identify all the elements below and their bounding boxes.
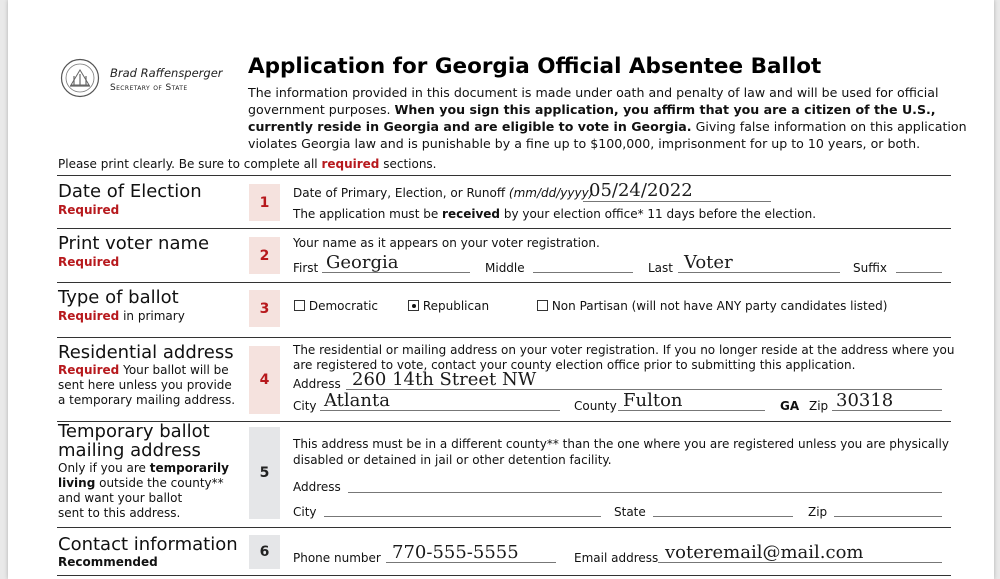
election-date-field[interactable]: 05/24/2022 <box>589 180 693 201</box>
section-divider <box>57 337 951 338</box>
section-number: 5 <box>249 427 280 519</box>
middle-name-label: Middle <box>485 261 525 275</box>
email-label: Email address <box>574 551 659 565</box>
official-title: Secretary of State <box>110 83 188 93</box>
required-in-primary-label: Required in primary <box>58 309 185 323</box>
email-address-field[interactable]: voteremail@mail.com <box>665 542 864 563</box>
temp-city-label: City <box>293 505 317 519</box>
section-number: 3 <box>249 290 280 327</box>
zip-field[interactable]: 30318 <box>836 390 894 411</box>
required-label: Required <box>58 255 120 269</box>
recommended-label: Recommended <box>58 555 158 569</box>
section-divider <box>57 282 951 283</box>
suffix-label: Suffix <box>853 261 887 275</box>
section-number: 2 <box>249 237 280 274</box>
temp-zip-underline <box>834 516 942 517</box>
middle-name-underline <box>533 272 633 273</box>
last-name-label: Last <box>648 261 673 275</box>
republican-option[interactable]: Republican <box>408 299 489 313</box>
section-divider <box>57 228 951 229</box>
republican-checkbox[interactable] <box>408 300 419 311</box>
temp-address-underline <box>348 492 942 493</box>
received-note: The application must be received by your election office* 11 days before the election. <box>293 207 817 221</box>
voter-name-prompt: Your name as it appears on your voter registration. <box>293 236 600 250</box>
temp-state-underline <box>653 516 793 517</box>
intro-text: The information provided in this document is made under oath and penalty of law and will be used for official government purposes. When you sign this application, you affirm that you are a citizen of the U.S., currently reside in Georgia and are eligible to vote in Georgia. Giving false information on this application violates Georgia law and is punishable by a fine up to $100,000, imprisonment for up to 10 years, or both. <box>248 85 967 151</box>
state-value: GA <box>780 399 800 413</box>
temporary-address-prompt: This address must be in a different county** than the one where you are registered unless you are physically disabled or detained in jail or other detention facility. <box>293 437 949 467</box>
temporary-address-description: Only if you are temporarily living outside the county** and want your ballot sent to this address. <box>58 461 229 520</box>
section-title: Print voter name <box>58 233 210 254</box>
temp-zip-label: Zip <box>808 505 828 519</box>
temp-state-label: State <box>614 505 646 519</box>
section-number: 1 <box>249 184 280 221</box>
temp-address-label: Address <box>293 480 341 494</box>
section-title: Contact information <box>58 534 238 555</box>
last-name-field[interactable]: Voter <box>684 252 733 273</box>
residential-address-prompt: The residential or mailing address on your voter registration. If you no longer reside at the address where you are registered to vote, contact your county election office prior to submitting this application. <box>293 343 955 372</box>
form-title: Application for Georgia Official Absentee Ballot <box>248 54 822 79</box>
election-date-prompt: Date of Primary, Election, or Runoff (mm/dd/yyyy) <box>293 186 594 200</box>
non-partisan-option[interactable]: Non Partisan (will not have ANY party candidates listed) <box>537 299 887 313</box>
suffix-underline <box>896 272 942 273</box>
election-date-underline <box>583 201 771 202</box>
section-divider <box>57 575 951 576</box>
section-title: Date of Election <box>58 181 202 202</box>
section-divider <box>57 527 951 528</box>
georgia-state-seal-icon <box>60 58 100 98</box>
non-partisan-checkbox[interactable] <box>537 300 548 311</box>
section-number: 4 <box>249 346 280 414</box>
temp-city-underline <box>324 516 601 517</box>
phone-number-field[interactable]: 770-555-5555 <box>392 542 519 563</box>
address-label: Address <box>293 377 341 391</box>
first-name-label: First <box>293 261 319 275</box>
required-label: Required <box>58 203 120 217</box>
section-title: Temporary ballot mailing address <box>58 421 210 461</box>
section-number: 6 <box>249 535 280 569</box>
absentee-ballot-application-page <box>8 0 994 579</box>
section-title: Residential address <box>58 342 234 363</box>
democratic-checkbox[interactable] <box>294 300 305 311</box>
zip-label: Zip <box>809 399 829 413</box>
residential-address-description: Required Your ballot will be sent here unless you provide a temporary mailing address. <box>58 363 236 407</box>
phone-label: Phone number <box>293 551 381 565</box>
first-name-field[interactable]: Georgia <box>326 252 399 273</box>
section-divider <box>57 175 951 176</box>
county-label: County <box>574 399 617 413</box>
city-label: City <box>293 399 317 413</box>
city-field[interactable]: Atlanta <box>324 390 390 411</box>
print-clearly-note: Please print clearly. Be sure to complete all required sections. <box>58 157 437 171</box>
section-title: Type of ballot <box>58 287 179 308</box>
county-field[interactable]: Fulton <box>623 390 683 411</box>
residential-address-field[interactable]: 260 14th Street NW <box>352 369 537 390</box>
official-name: Brad Raffensperger <box>110 66 223 80</box>
democratic-option[interactable]: Democratic <box>294 299 378 313</box>
